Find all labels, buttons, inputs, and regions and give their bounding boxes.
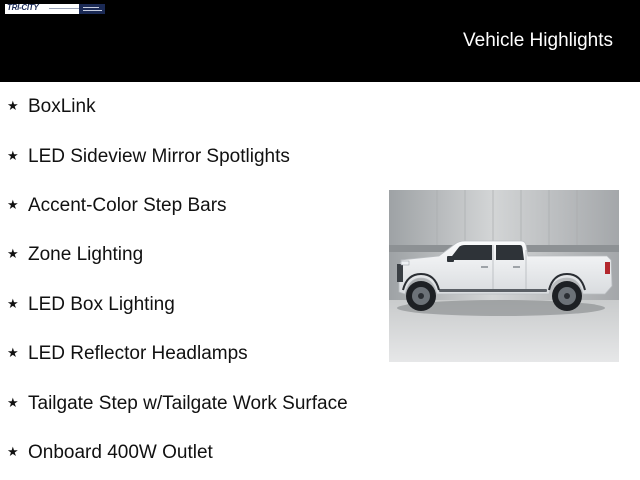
dealer-logo-contact-block: [79, 4, 105, 14]
star-icon: ★: [7, 445, 19, 460]
star-icon: ★: [7, 198, 19, 213]
dealer-logo-text: TRI-CITY: [7, 4, 39, 12]
vehicle-photo: [389, 190, 619, 362]
list-item: [7, 193, 227, 219]
star-icon: ★: [7, 149, 19, 164]
pickup-truck-image: [389, 190, 619, 362]
highlight-label: LED Sideview Mirror Spotlights: [28, 146, 290, 167]
highlight-label: Accent-Color Step Bars: [28, 195, 227, 216]
list-item: [7, 391, 348, 417]
star-icon: ★: [7, 396, 19, 411]
list-item: [7, 292, 175, 318]
star-icon: ★: [7, 346, 19, 361]
page-title: Vehicle Highlights: [463, 30, 613, 51]
dealer-logo-rule: [49, 8, 79, 9]
dealer-logo: [5, 4, 105, 14]
highlight-label: Tailgate Step w/Tailgate Work Surface: [28, 393, 348, 414]
highlight-label: Zone Lighting: [28, 244, 144, 265]
list-item: [7, 144, 290, 170]
list-item: [7, 341, 248, 367]
list-item: [7, 94, 96, 120]
list-item: [7, 440, 213, 466]
highlight-label: LED Box Lighting: [28, 294, 175, 315]
highlight-label: LED Reflector Headlamps: [28, 343, 248, 364]
header-bar: [0, 0, 640, 82]
star-icon: ★: [7, 247, 19, 262]
list-item: [7, 242, 143, 268]
star-icon: ★: [7, 99, 19, 114]
star-icon: ★: [7, 297, 19, 312]
highlight-label: BoxLink: [28, 96, 96, 117]
highlight-label: Onboard 400W Outlet: [28, 442, 213, 463]
